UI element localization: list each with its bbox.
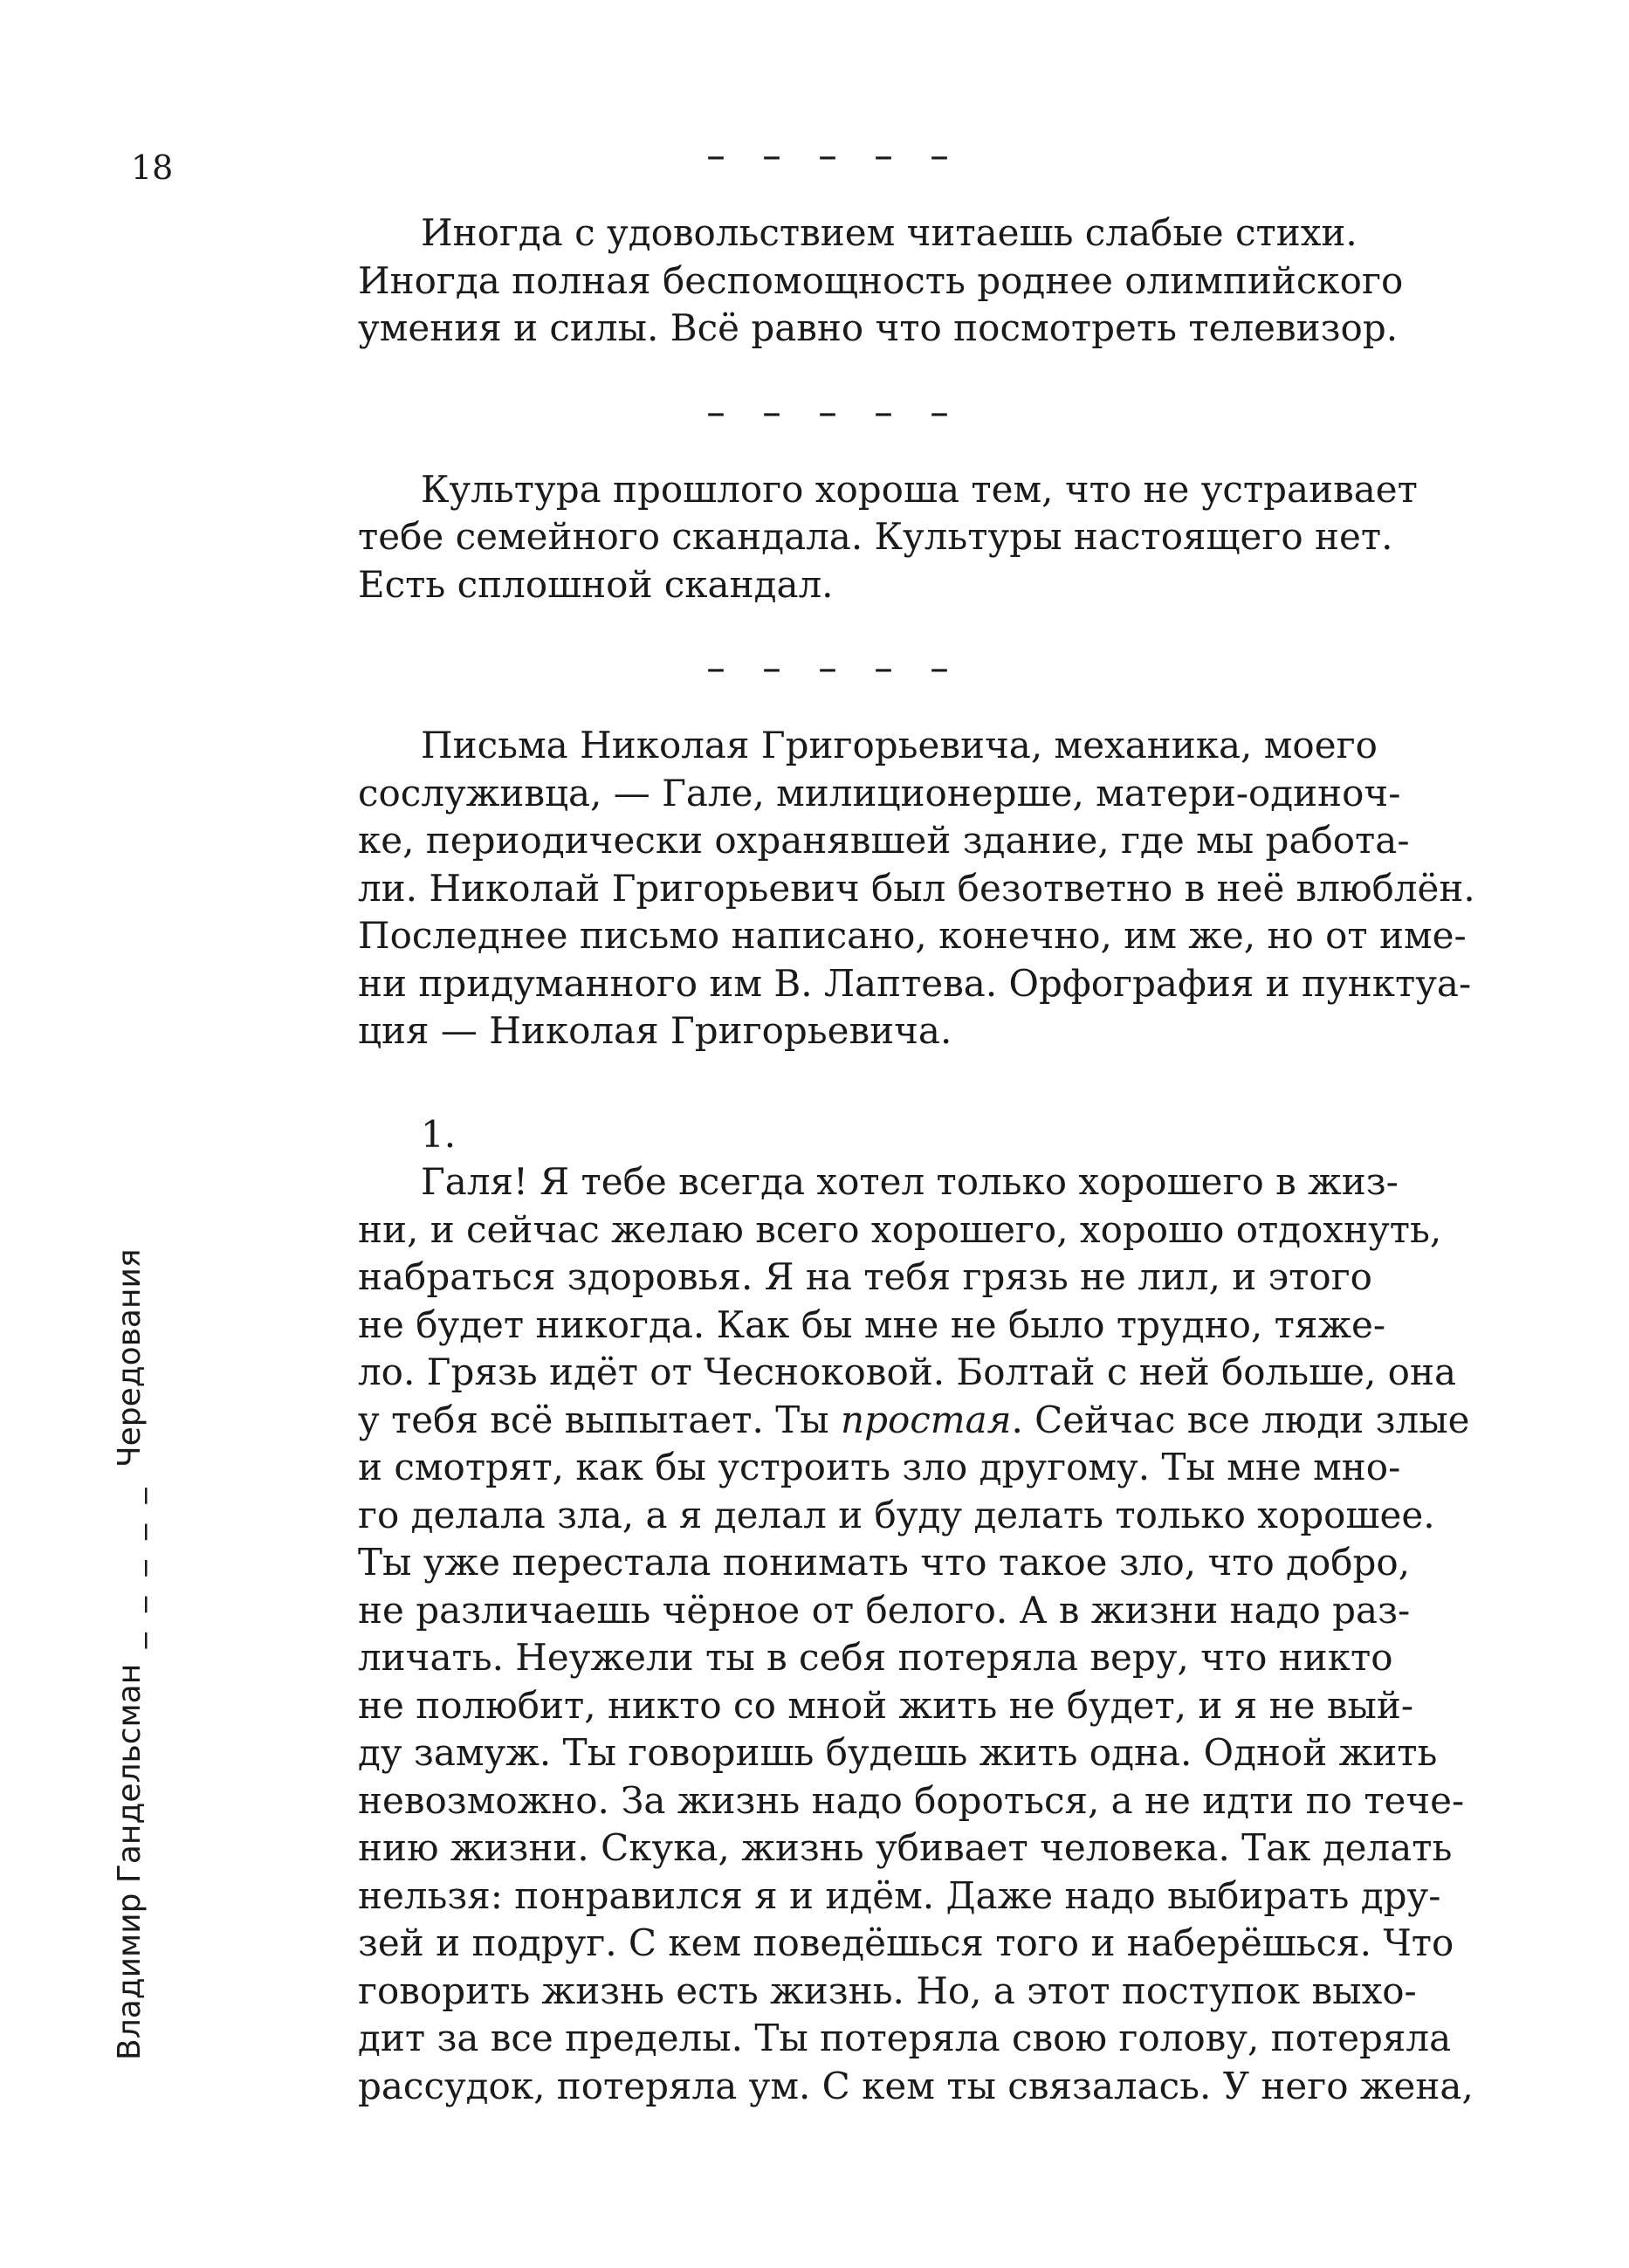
running-header-vertical (112, 1248, 148, 2060)
text-line: ция — Николая Григорьевича. (358, 1009, 952, 1052)
header-separator: _ _ _ _ _ (112, 1482, 148, 1649)
text-line: ке, периодически охранявшей здание, где мы работа- (358, 819, 1410, 862)
author-name: Владимир Гандельсман (112, 1663, 148, 2060)
text-line: нельзя: понравился я и идём. Даже надо выбирать дру- (358, 1873, 1441, 1917)
text-line: нию жизни. Скука, жизнь убивает человека. Так делать (358, 1826, 1453, 1869)
text-line: говорить жизнь есть жизнь. Но, а этот поступок выхо- (358, 1969, 1417, 2012)
paragraph-letters-intro (358, 722, 1475, 1055)
italic-word: простая (841, 1398, 1012, 1441)
text-line: зей и подруг. С кем поведёшься того и наберёшься. Что (358, 1921, 1454, 1964)
text-line: Галя! Я тебе всегда хотел только хорошего в жиз- (421, 1160, 1399, 1203)
text-line: Культура прошлого хороша тем, что не устраивает (421, 467, 1418, 511)
text-line: набраться здоровья. Я на тебя грязь не лил, и этого (358, 1255, 1372, 1298)
book-title: Чередования (112, 1248, 148, 1468)
text-line: ни придуманного им В. Лаптева. Орфография и пунктуа- (358, 961, 1472, 1005)
text-line: рассудок, потеряла ум. С кем ты связалась. У него жена, (358, 2064, 1474, 2107)
paragraph-culture (358, 466, 1418, 609)
text-line: не полюбит, никто со мной жить не будет, и я не вый- (358, 1683, 1414, 1727)
main-text (358, 131, 1475, 2110)
text-line: не различаешь чёрное от белого. А в жизни надо раз- (358, 1588, 1411, 1632)
section-separator: – – – – – (706, 389, 961, 435)
text-line-with-italic (358, 1397, 1470, 1445)
text-line: ни, и сейчас желаю всего хорошего, хорошо отдохнуть, (358, 1207, 1442, 1251)
text-fragment: . Сейчас все люди злые (1011, 1398, 1470, 1441)
section-separator: – – – – – (706, 134, 961, 178)
text-line: го делала зла, а я делал и буду делать только хорошее. (358, 1493, 1435, 1536)
text-line: ло. Грязь идёт от Чесноковой. Болтай с ней больше, она (358, 1350, 1456, 1393)
text-fragment: у тебя всё выпытает. Ты (358, 1398, 842, 1441)
text-line: и смотрят, как бы устроить зло другому. Ты мне мно- (358, 1446, 1401, 1488)
text-line: умения и силы. Всё равно что посмотреть телевизор. (358, 306, 1399, 349)
text-line: личать. Неужели ты в себя потеряла веру, что никто (358, 1636, 1393, 1679)
text-line: Есть сплошной скандал. (358, 562, 834, 606)
text-line: ду замуж. Ты говоришь будешь жить одна. Одной жить (358, 1731, 1438, 1774)
text-line: невозможно. За жизнь надо бороться, а не идти по тече- (358, 1778, 1465, 1822)
text-line: Иногда полная беспомощность роднее олимпийского (358, 258, 1404, 302)
text-line: Ты уже перестала понимать что такое зло, что добро, (358, 1541, 1411, 1584)
text-line: сослуживца, — Гале, милиционерше, матери-одиноч- (358, 771, 1401, 814)
letter-text (358, 1158, 1474, 2110)
section-separator: – – – – – (706, 646, 961, 691)
paragraph-weak-poems (358, 210, 1406, 353)
text-line: не будет никогда. Как бы мне не было трудно, тяже- (358, 1302, 1386, 1346)
text-line: ли. Николай Григорьевич был безответно в неё влюблён. (358, 866, 1475, 910)
text-line: Иногда с удовольствием читаешь слабые стихи. (421, 211, 1358, 254)
page-number: 18 (131, 148, 174, 187)
text-line: дит за все пределы. Ты потеряла свою голову, потеряла (358, 2017, 1452, 2059)
text-line: Последнее письмо написано, конечно, им же, но от име- (358, 914, 1467, 957)
text-line: тебе семейного скандала. Культуры настоящего нет. (358, 515, 1393, 558)
text-line: Письма Николая Григорьевича, механика, моего (421, 724, 1378, 766)
letter-number: 1. (421, 1112, 457, 1156)
